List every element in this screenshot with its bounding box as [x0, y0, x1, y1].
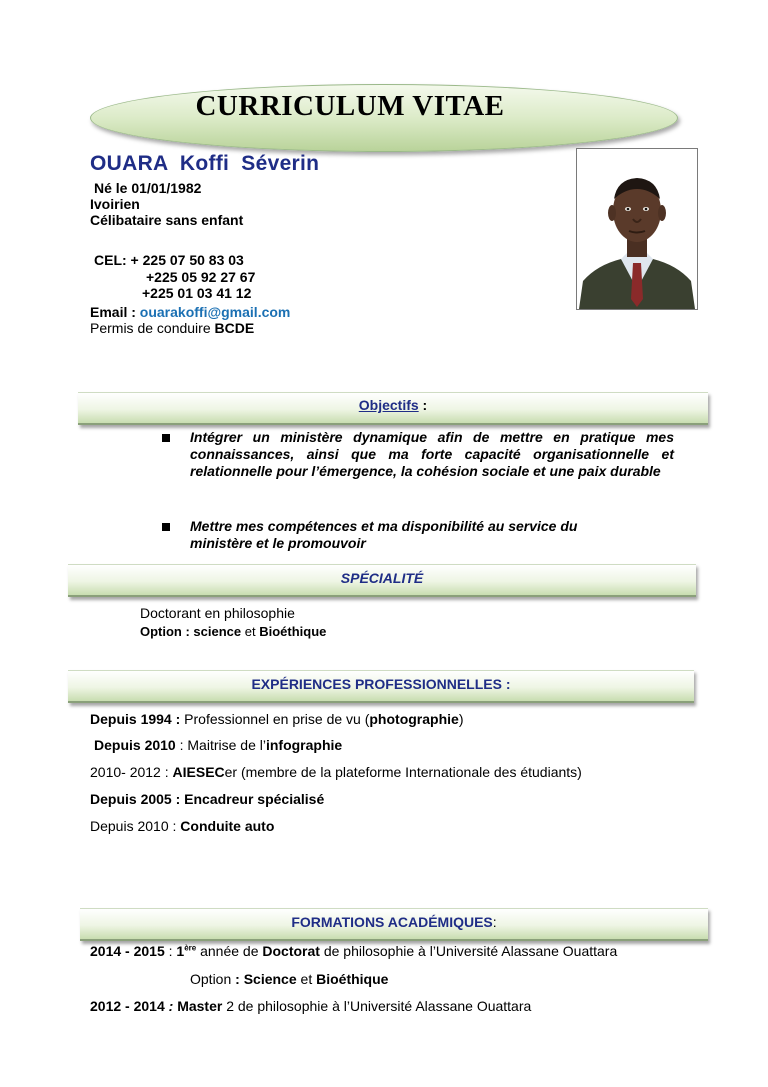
email-line	[90, 304, 290, 320]
objectives-heading-text: Objectifs	[358, 397, 419, 413]
bullet-icon	[162, 523, 170, 531]
phone-3: +225 01 03 41 12	[142, 285, 252, 301]
marital-status: Célibataire sans enfant	[90, 212, 244, 228]
education-item	[90, 943, 617, 959]
edu-years: 2012 - 2014	[90, 998, 165, 1014]
nationality: Ivoirien	[90, 196, 140, 212]
email-link[interactable]: ouarakoffi@gmail.com	[139, 304, 291, 320]
edu-bold: Doctorat	[262, 943, 320, 959]
experience-item	[94, 737, 342, 753]
objectives-heading-suffix: :	[418, 397, 428, 413]
edu-option-a: Science	[243, 971, 297, 987]
phone-1: CEL: + 225 07 50 83 03	[94, 252, 244, 268]
edu-years: 2014 - 2015	[90, 943, 165, 959]
education-heading-text: FORMATIONS ACADÉMIQUES	[291, 914, 493, 930]
experience-heading: EXPÉRIENCES PROFESSIONNELLES :	[251, 676, 511, 692]
email-label: Email :	[90, 304, 140, 320]
experience-item	[90, 818, 274, 834]
edu-sep: :	[164, 943, 177, 959]
experience-item	[90, 711, 463, 727]
exp-bold: photographie	[369, 711, 459, 727]
edu-tail: 2 de philosophie à l’Université Alassane Ouattara	[222, 998, 532, 1014]
exp-text: Depuis 2010 :	[90, 818, 181, 834]
speciality-heading: SPÉCIALITÉ	[340, 570, 424, 586]
edu-text: année de	[196, 943, 263, 959]
bullet-icon	[162, 434, 170, 442]
birth-date: Né le 01/01/1982	[94, 180, 202, 196]
exp-label: Depuis 1994 :	[90, 711, 181, 727]
education-item	[90, 998, 531, 1014]
edu-option-b: Bioéthique	[316, 971, 389, 987]
edu-tail: de philosophie à l’Université Alassane Ouattara	[319, 943, 618, 959]
experience-item	[90, 764, 582, 780]
education-heading	[80, 914, 708, 930]
exp-bold: AIESEC	[172, 764, 225, 780]
exp-tail: )	[458, 711, 464, 727]
exp-label: Depuis 2005 : Encadreur spécialisé	[90, 791, 325, 807]
profile-photo	[576, 148, 698, 310]
exp-text: Professionnel en prise de vu (	[180, 711, 370, 727]
phone-2: +225 05 92 27 67	[146, 269, 256, 285]
candidate-name: OUARA Koffi Séverin	[90, 152, 320, 175]
exp-text: : Maitrise de l’	[175, 737, 266, 753]
exp-label: Depuis 2010	[94, 737, 176, 753]
exp-text: 2010- 2012 :	[90, 764, 173, 780]
option-mid: et	[241, 624, 260, 639]
permis-label: Permis de conduire	[90, 320, 215, 336]
exp-bold: infographie	[265, 737, 343, 753]
edu-bold: Master	[177, 998, 223, 1014]
exp-tail: er (membre de la plateforme Internationale des étudiants)	[224, 764, 582, 780]
option-label: Option : science	[140, 624, 242, 639]
objectives-heading	[78, 397, 708, 413]
speciality-option	[140, 624, 326, 639]
experience-item	[90, 791, 324, 807]
education-option	[190, 971, 388, 987]
edu-sep: :	[164, 998, 178, 1014]
objective-item-2: Mettre mes compétences et ma disponibilité au service du ministère et le promouvoir	[190, 518, 578, 551]
speciality-line: Doctorant en philosophie	[140, 605, 295, 621]
permis-value: BCDE	[214, 320, 255, 336]
page-title: CURRICULUM VITAE	[195, 90, 505, 122]
driving-licence	[90, 320, 254, 336]
edu-option-mid: et	[296, 971, 317, 987]
exp-bold: Conduite auto	[180, 818, 275, 834]
edu-option-label: Option	[190, 971, 232, 987]
objective-item-1: Intégrer un ministère dynamique afin de mettre en pratique mes connaissances, ainsi que ma forte capacité organisationnelle et relationnelle pour l’émergence, la cohésion sociale et une paix durable	[190, 429, 674, 479]
edu-num: 1	[176, 943, 185, 959]
option-value: Bioéthique	[259, 624, 327, 639]
edu-sup: ère	[184, 943, 197, 953]
edu-option-sep: :	[231, 971, 244, 987]
education-heading-suffix: :	[492, 914, 497, 930]
